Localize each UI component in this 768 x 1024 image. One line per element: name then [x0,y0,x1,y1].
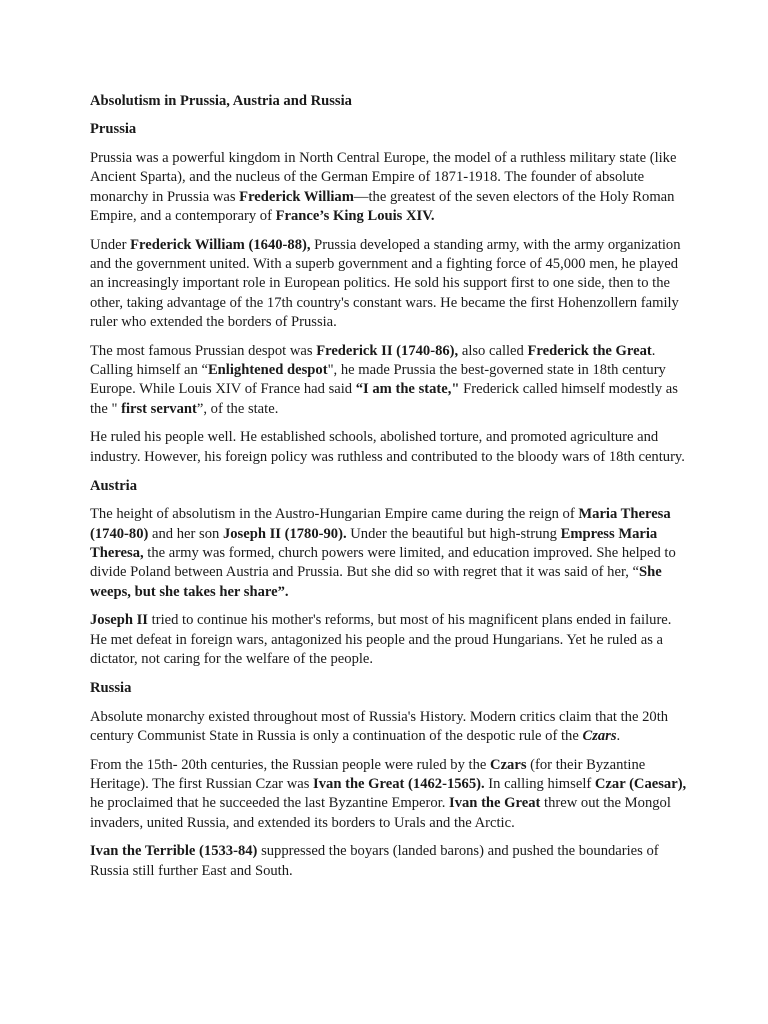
bold-text: Ivan the Great (1462-1565). [313,775,485,792]
text-run: From the 15th- 20th centuries, the Russian people were ruled by the [90,756,491,773]
text-run: Prussia was a powerful kingdom in North Central Europe, the model of a ruthless military state (like Ancient Sparta), and the nucleus of the German Empire of 1871-1918. The founder of absolute monarchy in Prussia was [90,150,677,205]
bold-text: first servant [121,400,197,417]
bold-text: Czar (Caesar), [594,775,687,792]
text-run: suppressed the boyars (landed barons) and pushed the boundaries of Russia still further East and South. [90,843,659,879]
section-heading-prussia: Prussia [90,121,137,138]
document-title: Absolutism in Prussia, Austria and Russia [90,93,352,109]
bold-text: Joseph II (1780-90). [222,525,347,542]
document-body [90,92,690,890]
text-run: ”, of the state. [196,400,279,417]
paragraph [90,342,690,419]
text-run: (for their Byzantine Heritage). The first Russian Czar was [90,756,646,792]
text-run: Frederick called himself modestly as the " [90,381,678,417]
text-run: In calling himself [484,775,595,792]
section-heading-austria: Austria [90,477,138,494]
bold-text: Ivan the Terrible (1533-84) [90,843,258,860]
bold-text: “I am the state," [355,381,460,398]
bold-text: Empress Maria Theresa, [90,525,658,561]
text-run: threw out the Mongol invaders, united Russia, and extended its borders to Urals and the Arctic. [90,795,671,831]
bold-text: Enlightened despot [207,362,328,379]
sections-container [90,120,690,881]
bold-text: France’s King Louis XIV. [275,207,435,224]
bold-text: Frederick the Great [527,342,652,359]
bold-text: Joseph II [90,612,148,629]
text-run: tried to continue his mother's reforms, but most of his magnificent plans ended in failure. He met defeat in foreign wars, antagonized his people and the proud Hungarians. Yet he ruled as a dictator, not caring for the welfare of the people. [90,612,672,667]
text-run: —the greatest of the seven electors of the Holy Roman Empire, and a contemporary of [90,188,675,224]
text-run: and her son [148,525,223,542]
bold-text: Maria Theresa (1740-80) [90,506,671,542]
section-heading-russia: Russia [90,679,132,696]
text-run: The height of absolutism in the Austro-Hungarian Empire came during the reign of [90,506,579,523]
paragraph [90,505,690,601]
text-run: The most famous Prussian despot was [90,342,317,359]
bold-text: Czars [490,756,527,773]
text-run: Absolute monarchy existed throughout most of Russia's History. Modern critics claim that the 20th century Communist State in Russia is only a continuation of the despotic rule of the [90,708,669,744]
bold-text: Frederick William (1640-88), [130,236,311,253]
bold-text: Czars [582,727,617,744]
paragraph [90,756,690,833]
text-run: the army was formed, church powers were limited, and education improved. She helped to divide Poland between Austria and Prussia. But she did so with regret that it was said of her, “ [90,544,676,581]
paragraph [90,842,690,881]
text-run: . [616,727,621,744]
text-run: ", he made Prussia the best-governed state in 18th century Europe. While Louis XIV of France had said [90,362,666,398]
bold-text: Frederick II (1740-86), [316,342,459,359]
paragraph [90,708,690,747]
bold-text: Frederick William [239,188,354,205]
bold-text: Ivan the Great [449,795,541,812]
bold-text: She weeps, but she takes her share”. [90,564,662,600]
paragraph [90,236,690,332]
paragraph [90,428,690,467]
text-run: . Calling himself an “ [90,342,656,379]
text-run: also called [458,342,528,359]
text-run: Prussia developed a standing army, with the army organization and the government united. With a superb government and a fighting force of 45,000 men, he played an increasingly important role in European politics. He sold his support first to one side, then to the other, taking advantage of the 17th country's constant wars. He became the first Hohenzollern family ruler who extended the borders of Prussia. [90,236,681,330]
text-run: Under the beautiful but high-strung [346,525,561,542]
text-run: he proclaimed that he succeeded the last Byzantine Emperor. [90,795,450,812]
text-run: He ruled his people well. He established schools, abolished torture, and promoted agriculture and industry. However, his foreign policy was ruthless and contributed to the bloody wars of 18th century. [90,429,685,465]
text-run: Under [90,236,131,253]
paragraph [90,149,690,226]
paragraph [90,611,690,669]
